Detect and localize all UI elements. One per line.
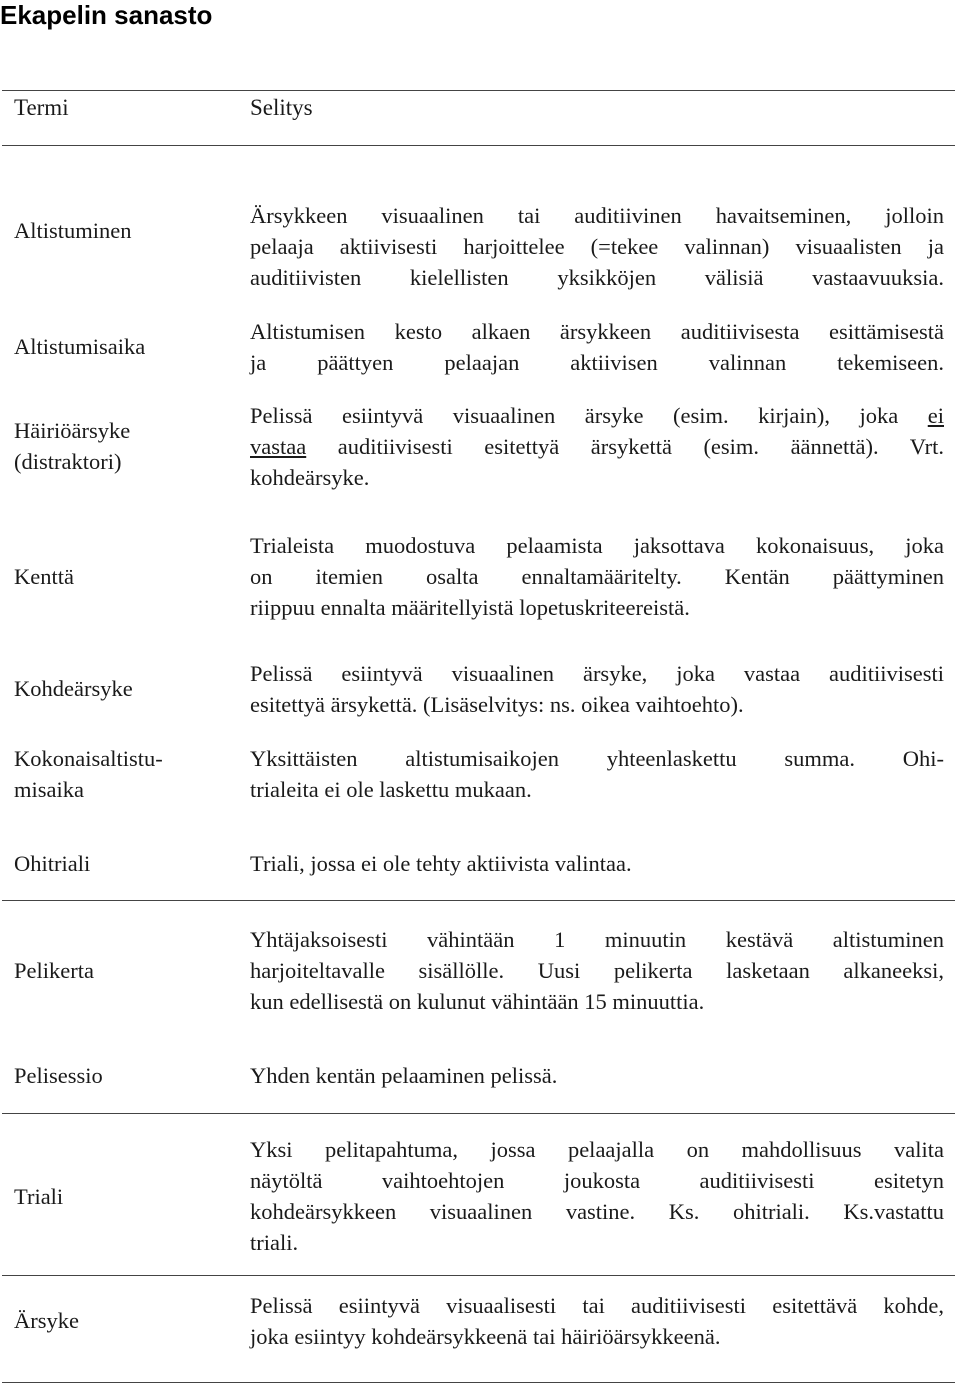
explanation-cell <box>250 658 944 720</box>
underlined-word: vastaa <box>250 434 307 459</box>
term-cell <box>14 215 229 246</box>
explanation-line: kohdeärsykkeen visuaalinen vastine. Ks. ohitriali. Ks.vastattu <box>250 1199 944 1224</box>
explanation-line: Pelissä esiintyvä visuaalinen ärsyke, joka vastaa auditiivisesti <box>250 661 944 686</box>
table-top-rule <box>2 90 955 91</box>
explanation-line: esitettyä ärsykettä. (Lisäselvitys: ns. oikea vaihtoehto). <box>250 692 744 717</box>
explanation-cell <box>250 848 944 879</box>
term-line: Altistuminen <box>14 218 132 243</box>
explanation-line: on itemien osalta ennaltamääritelty. Kentän päättyminen <box>250 564 944 589</box>
term-cell <box>14 848 229 879</box>
explanation-line: Yhden kentän pelaaminen pelissä. <box>250 1063 558 1088</box>
term-line: Pelikerta <box>14 958 94 983</box>
explanation-text: auditiivisesti esitettyä ärsykettä (esim. äännettä). Vrt. <box>337 434 945 459</box>
explanation-line: harjoiteltavalle sisällölle. Uusi pelikerta lasketaan alkaneeksi, <box>250 958 944 983</box>
row-divider <box>2 1113 955 1114</box>
term-cell <box>14 561 229 592</box>
term-line: (distraktori) <box>14 449 122 474</box>
explanation-cell <box>250 743 944 805</box>
explanation-line: Pelissä esiintyvä visuaalisesti tai auditiivisesti esitettävä kohde, <box>250 1293 944 1318</box>
explanation-line: Trialeista muodostuva pelaamista jaksottava kokonaisuus, joka <box>250 533 944 558</box>
term-line: misaika <box>14 777 84 802</box>
explanation-line: Yksi pelitapahtuma, jossa pelaajalla on mahdollisuus valita <box>250 1137 944 1162</box>
explanation-text: Pelissä esiintyvä visuaalinen ärsyke (esim. kirjain), joka <box>250 403 899 428</box>
table-bottom-rule <box>2 1382 955 1383</box>
term-cell <box>14 331 229 362</box>
term-line: Häiriöärsyke <box>14 418 131 443</box>
explanation-cell <box>250 316 944 378</box>
explanation-cell <box>250 200 944 293</box>
explanation-line: näytöltä vaihtoehtojen joukosta auditiivisesti esitetyn <box>250 1168 944 1193</box>
header-bottom-rule <box>2 145 955 146</box>
explanation-cell <box>250 1290 944 1352</box>
explanation-cell <box>250 924 944 1017</box>
column-header-explanation: Selitys <box>250 95 313 120</box>
explanation-line: Ärsykkeen visuaalinen tai auditiivinen havaitseminen, jolloin <box>250 203 944 228</box>
explanation-line: joka esiintyy kohdeärsykkeenä tai häiriöärsykkeenä. <box>250 1324 721 1349</box>
term-line: Kenttä <box>14 564 74 589</box>
explanation-cell <box>250 1060 944 1091</box>
explanation-line: pelaaja aktiivisesti harjoittelee (=tekee valinnan) visuaalisten ja <box>250 234 944 259</box>
term-cell <box>14 1305 229 1336</box>
term-line: Ohitriali <box>14 851 91 876</box>
term-line: Kohdeärsyke <box>14 676 133 701</box>
row-divider <box>2 1275 955 1276</box>
explanation-cell <box>250 1134 944 1258</box>
term-line: Kokonaisaltistu- <box>14 746 163 771</box>
explanation-line: kun edellisestä on kulunut vähintään 15 minuuttia. <box>250 989 705 1014</box>
explanation-cell <box>250 400 944 493</box>
term-line: Ärsyke <box>14 1308 79 1333</box>
explanation-line: Yhtäjaksoisesti vähintään 1 minuutin kestävä altistuminen <box>250 927 944 952</box>
explanation-line: Altistumisen kesto alkaen ärsykkeen auditiivisesta esittämisestä <box>250 319 944 344</box>
explanation-line: ja päättyen pelaajan aktiivisen valinnan tekemiseen. <box>250 350 944 375</box>
explanation-line: Triali, jossa ei ole tehty aktiivista valintaa. <box>250 851 632 876</box>
explanation-line: riippuu ennalta määritellyistä lopetuskriteereistä. <box>250 595 690 620</box>
explanation-cell <box>250 530 944 623</box>
term-line: Pelisessio <box>14 1063 103 1088</box>
term-line: Altistumisaika <box>14 334 146 359</box>
underlined-word: ei <box>927 403 944 428</box>
term-cell <box>14 955 229 986</box>
column-header-term: Termi <box>14 95 69 120</box>
term-cell <box>14 673 229 704</box>
explanation-line: kohdeärsyke. <box>250 465 370 490</box>
explanation-line: Yksittäisten altistumisaikojen yhteenlaskettu summa. Ohi- <box>250 746 944 771</box>
term-cell <box>14 415 229 477</box>
term-cell <box>14 743 229 805</box>
row-divider <box>2 900 955 901</box>
explanation-line <box>250 431 944 462</box>
page-title: Ekapelin sanasto <box>0 0 213 30</box>
term-line: Triali <box>14 1184 64 1209</box>
explanation-line <box>250 400 944 431</box>
explanation-line: auditiivisten kielellisten yksikköjen välisiä vastaavuuksia. <box>250 265 944 290</box>
explanation-line: trialeita ei ole laskettu mukaan. <box>250 777 532 802</box>
term-cell <box>14 1181 229 1212</box>
term-cell <box>14 1060 229 1091</box>
explanation-line: triali. <box>250 1230 299 1255</box>
